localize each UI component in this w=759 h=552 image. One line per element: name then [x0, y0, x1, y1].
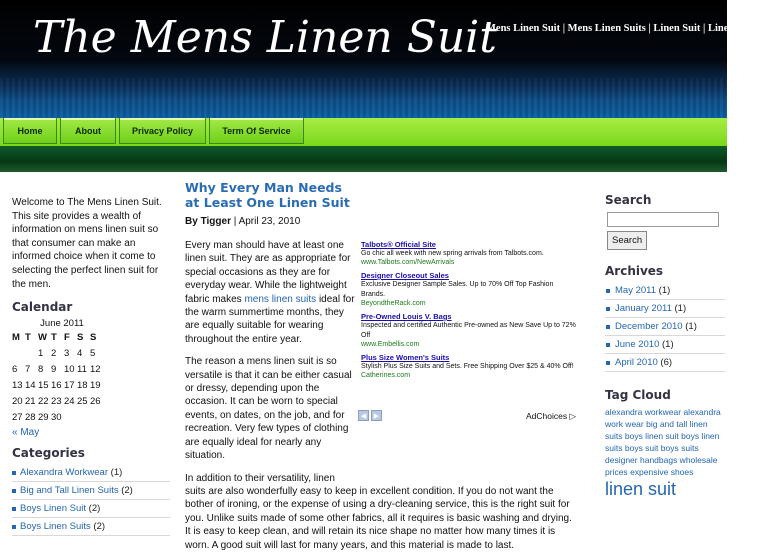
calendar-date: 23	[51, 395, 62, 407]
calendar-date: 12	[90, 363, 101, 375]
calendar-date: 16	[51, 379, 62, 391]
ad-title[interactable]: Plus Size Women's Suits	[361, 353, 450, 362]
category-count: (2)	[121, 485, 133, 497]
ad-url[interactable]: Catherines.com	[361, 372, 411, 379]
archive-link[interactable]: May 2011	[615, 285, 657, 296]
archive-link[interactable]: June 2010	[615, 339, 660, 350]
tag-cloud-heading: Tag Cloud	[605, 388, 671, 402]
category-count: (2)	[88, 503, 101, 515]
list-item	[605, 336, 725, 354]
calendar-date	[64, 409, 77, 425]
calendar-date: 25	[77, 395, 88, 407]
ad-title[interactable]: Talbots® Official Site	[361, 240, 436, 249]
archive-link[interactable]: January 2011	[615, 303, 672, 314]
calendar-date: 19	[90, 379, 101, 391]
tag-link-large[interactable]: linen suit	[605, 479, 677, 499]
list-item	[12, 518, 170, 536]
calendar-date: 10	[64, 363, 75, 375]
category-count: (1)	[110, 467, 123, 479]
ad-item	[361, 353, 579, 379]
post-date: | April 23, 2010	[233, 216, 301, 227]
calendar-date: 2	[51, 347, 57, 359]
tag-link[interactable]: boys linen suits	[605, 431, 720, 453]
calendar-date: 26	[90, 395, 101, 407]
calendar-date	[77, 409, 90, 425]
ad-url[interactable]: BeyondtheRack.com	[361, 300, 426, 307]
calendar-date: 11	[77, 363, 87, 375]
calendar-date: 9	[51, 363, 57, 375]
nav-bar-lower	[0, 146, 727, 172]
ad-item	[361, 312, 579, 348]
calendar-heading: Calendar	[12, 300, 73, 315]
calendar-day: F	[64, 331, 70, 343]
calendar-date: 4	[77, 347, 83, 359]
right-sidebar	[605, 193, 725, 500]
ad-title[interactable]: Pre-Owned Louis V. Bags	[361, 312, 452, 321]
ad-url[interactable]: www.Talbots.com/NewArrivals	[361, 259, 455, 266]
adchoices-link[interactable]: AdChoices ▷	[526, 411, 577, 421]
ad-nav	[358, 410, 382, 421]
calendar-date: 30	[51, 411, 62, 423]
list-item	[12, 482, 170, 500]
calendar-caption: June 2011	[40, 318, 84, 330]
calendar-week	[12, 393, 103, 409]
archives-heading: Archives	[605, 264, 664, 278]
nav-term-of-service[interactable]: Term Of Service	[209, 118, 304, 144]
calendar-week	[12, 377, 103, 393]
calendar-date: 6	[12, 363, 18, 375]
nav-privacy-policy[interactable]: Privacy Policy	[119, 118, 206, 144]
calendar-date: 27	[12, 411, 23, 423]
calendar-day: S	[77, 331, 84, 343]
calendar-week	[12, 345, 103, 361]
nav-about[interactable]: About	[60, 118, 116, 144]
calendar-day: W	[38, 331, 47, 343]
calendar-date: 17	[64, 379, 75, 391]
archive-count: (1)	[658, 285, 671, 296]
tag-link[interactable]: big and tall linen suits	[605, 419, 708, 441]
site-tagline: Mens Linen Suit | Mens Linen Suits | Linen Suit | Linen Suits	[486, 23, 759, 34]
calendar-day-names	[12, 329, 103, 345]
ad-next-icon[interactable]: ▶	[371, 410, 382, 421]
list-item	[12, 500, 170, 518]
ad-text: Exclusive Designer Sample Sales. Up to 70% Off Top Fashion Brands.	[361, 281, 554, 298]
tag-link[interactable]: handbags wholesale prices	[605, 455, 718, 477]
post-meta	[185, 216, 590, 227]
calendar-date: 15	[38, 379, 49, 391]
calendar-date	[12, 345, 25, 361]
search-button[interactable]: Search	[607, 231, 647, 250]
ad-text: Go chic all week with new spring arrivals from Talbots.com.	[361, 250, 544, 257]
archive-count: (1)	[685, 321, 697, 332]
calendar-date: 18	[77, 379, 88, 391]
paragraph-text: The reason a mens linen suit is so versatile is that it can be either casual or dressy, depending upon the occasion. It can be worn to special events, on dates, on the job, and for recreation. Very few types of clothing are equally ideal for nearly any situation.	[185, 356, 352, 462]
calendar-date	[90, 409, 103, 425]
calendar-date: 5	[90, 347, 96, 359]
calendar-date: 14	[25, 379, 36, 391]
calendar-date: 28	[25, 411, 36, 423]
list-item	[605, 300, 725, 318]
ad-url[interactable]: www.Embellis.com	[361, 341, 420, 348]
tag-cloud	[605, 406, 725, 500]
search-input[interactable]	[607, 212, 719, 227]
ad-text: Stylish Plus Size Suits and Sets. Free Shipping Over $25 & 40% Off!	[361, 363, 574, 370]
calendar-date: 24	[64, 395, 75, 407]
archive-link[interactable]: December 2010	[615, 321, 683, 332]
categories-heading: Categories	[12, 446, 85, 461]
calendar-day: T	[25, 331, 31, 343]
calendar-week	[12, 361, 103, 377]
calendar-date: 20	[12, 395, 23, 407]
mens-linen-suits-link[interactable]: mens linen suits	[244, 293, 317, 305]
archive-count: (1)	[674, 303, 687, 314]
post-paragraph-3: In addition to their versatility, linen suits are also wonderfully easy to keep in excellent condition. If you do not want the bother of ironing, or the expense of using a dry-cleaning service, this is the right suit for you. Unlike suits made of some other fabrics, all it requires is basic washing and drying. It is easy to keep clean, and will retain its nice shape no matter how many times it is worn. A good suit will last for many years, and this material is made to last.	[185, 472, 572, 551]
nav-home[interactable]: Home	[3, 118, 57, 144]
ad-box	[361, 240, 579, 384]
calendar-day: T	[51, 331, 57, 343]
calendar-date: 13	[12, 379, 23, 391]
left-sidebar	[12, 196, 170, 536]
list-item	[605, 318, 725, 336]
archive-count: (1)	[662, 339, 674, 350]
site-title[interactable]: The Mens Linen Suit	[33, 12, 497, 63]
category-link[interactable]: Boys Linen Suits	[20, 521, 91, 533]
calendar-week	[12, 409, 103, 425]
calendar-date: 29	[38, 411, 49, 423]
calendar-day: S	[90, 331, 97, 343]
tag-link[interactable]: boys linen suit	[624, 431, 679, 441]
ad-prev-icon[interactable]: ◀	[358, 410, 369, 421]
tag-link[interactable]: boys suit	[624, 443, 659, 453]
list-item	[605, 354, 725, 372]
calendar-day: M	[12, 331, 20, 343]
list-item	[605, 282, 725, 300]
archive-count: (6)	[660, 357, 673, 368]
calendar-body	[12, 345, 103, 425]
categories-list	[12, 464, 170, 536]
ad-text: Inspected and certified Authentic Pre-owned as New Save Up to 72% Off	[361, 322, 576, 339]
tag-link[interactable]: alexandra workwear	[605, 407, 682, 417]
ad-item	[361, 271, 579, 307]
calendar-prev-link[interactable]: « May	[12, 427, 40, 439]
calendar-date: 1	[38, 347, 44, 359]
ad-title[interactable]: Designer Closeout Sales	[361, 271, 449, 280]
list-item	[12, 464, 170, 482]
category-link[interactable]: Big and Tall Linen Suits	[20, 485, 119, 497]
calendar-date: 22	[38, 395, 49, 407]
calendar-date	[25, 345, 38, 361]
post-by: By	[185, 216, 198, 227]
calendar-date: 8	[38, 363, 44, 375]
category-count: (2)	[93, 521, 106, 533]
archive-link[interactable]: April 2010	[615, 357, 658, 368]
tag-link[interactable]: expensive shoes	[630, 467, 694, 477]
ad-item	[361, 240, 579, 266]
calendar-date: 21	[25, 395, 36, 407]
post-title[interactable]: Why Every Man Needs at Least One Linen Suit	[185, 180, 350, 210]
post-author: Tigger	[200, 216, 231, 227]
paragraph-text: Every man should have at least one linen suit. They are as appropriate for special occasions as they are for everyday wear. While the lightweight fabric makes	[185, 240, 351, 305]
calendar-date: 7	[25, 363, 31, 375]
category-link[interactable]: Alexandra Workwear	[20, 467, 109, 479]
calendar-table	[12, 329, 103, 425]
search-heading: Search	[605, 193, 652, 207]
paragraph-text: ideal for the warm summertime months, they are equally suitable for wearing throughout the entire year.	[185, 293, 355, 345]
welcome-text: Welcome to The Mens Linen Suit. This site provides a wealth of information on mens linen suit so that consumer can make an informed choice when it come to selecting the perfect linen suit for the men.	[12, 197, 162, 290]
category-link[interactable]: Boys Linen Suit	[20, 503, 87, 515]
calendar-date: 3	[64, 347, 70, 359]
tag-link[interactable]: alexandra work wear	[605, 407, 721, 429]
archives-list	[605, 282, 725, 372]
tag-link[interactable]: boys suits designer	[605, 443, 699, 465]
